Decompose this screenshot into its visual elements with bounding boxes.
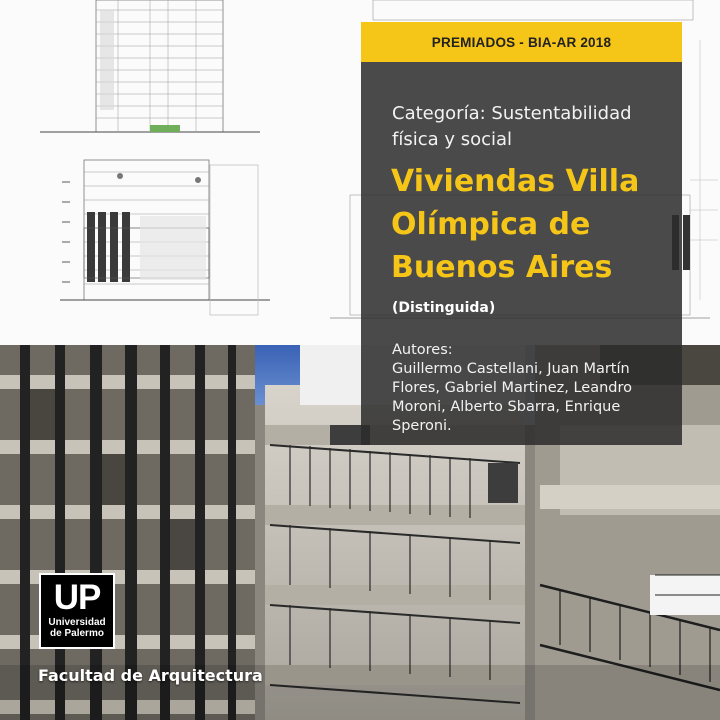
- university-logo: [39, 573, 115, 649]
- faculty-name: Facultad de Arquitectura: [38, 666, 263, 685]
- award-category: Categoría: Sustentabilidad física y social: [392, 103, 632, 150]
- authors-list: Guillermo Castellani, Juan Martín Flores, Gabriel Martinez, Leandro Moroni, Alberto Sbarra, Enrique Speroni.: [392, 361, 633, 434]
- award-banner-text: PREMIADOS - BIA-AR 2018: [431, 34, 612, 50]
- logo-line-1: Universidad: [48, 617, 106, 628]
- project-title: Viviendas Villa Olímpica de Buenos Aires: [391, 164, 640, 285]
- logo-line-2: de Palermo: [50, 628, 104, 639]
- authors-label: Autores:: [392, 342, 453, 358]
- award-banner: [361, 22, 682, 62]
- distinction-label: (Distinguida): [392, 300, 496, 316]
- logo-up-text: UP: [53, 578, 101, 617]
